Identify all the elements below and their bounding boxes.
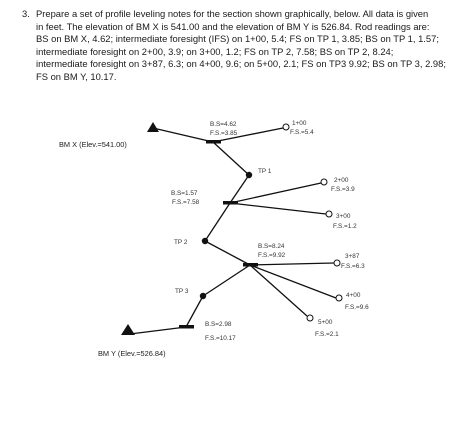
tp1-label: TP 1 xyxy=(258,168,272,175)
sight-line-bm-x xyxy=(153,128,213,142)
setup1-fs-label: F.S.=3.85 xyxy=(210,130,238,137)
setup3-fs-label: F.S.=9.92 xyxy=(258,252,286,259)
problem-line-4: intermediate foresight on 2+00, 3.9; on 3+00, 1.2; FS on TP 2, 7.58; BS on TP 2, 8.24; xyxy=(36,45,394,57)
station-100-label: 1+00 xyxy=(292,120,307,127)
sight-line-tp2-back xyxy=(205,241,250,265)
setup1-bs-label: B.S=4.62 xyxy=(210,121,237,128)
sight-line-200 xyxy=(230,183,321,203)
sight-line-300 xyxy=(230,203,326,214)
setup2-bs-label: B.S=1.57 xyxy=(171,190,198,197)
sight-line-500 xyxy=(250,265,307,316)
station-387-point xyxy=(334,260,340,266)
problem-line-2: in feet. The elevation of BM X is 541.00 and the elevation of BM Y is 526.84. Rod readings are: xyxy=(36,20,430,32)
tp2-label: TP 2 xyxy=(174,239,188,246)
station-387-fs-label: F.S.=6.3 xyxy=(341,263,365,270)
station-300-label: 3+00 xyxy=(336,213,351,220)
station-200-point xyxy=(321,179,327,185)
problem-line-5: intermediate foresight on 3+87, 6.3; on 4+00, 9.6; on 5+00, 2.1; FS on TP3 9.92; BS on TP 3, 2.98; xyxy=(36,58,446,70)
station-400-fs-label: F.S.=9.6 xyxy=(345,304,369,311)
bm-y-triangle-icon xyxy=(121,324,135,335)
bm-y-label: BM Y (Elev.=526.84) xyxy=(98,349,166,358)
tp3-point xyxy=(200,293,206,299)
problem-line-6: FS on BM Y, 10.17. xyxy=(36,70,117,82)
sight-line-387 xyxy=(250,263,334,265)
station-200-label: 2+00 xyxy=(334,177,349,184)
tp2-point xyxy=(202,238,208,244)
setup3-bs-label: B.S=8.24 xyxy=(258,243,285,250)
setup2-fs-label: F.S.=7.58 xyxy=(172,199,200,206)
tp1-point xyxy=(246,172,252,178)
setup4-fs-label: F.S.=10.17 xyxy=(205,335,236,342)
level-instrument-4 xyxy=(179,325,194,329)
level-instrument-3 xyxy=(243,263,258,267)
station-500-fs-label: F.S.=2.1 xyxy=(315,331,339,338)
station-100-fs-label: F.S.=5.4 xyxy=(290,129,314,136)
station-500-label: 5+00 xyxy=(318,319,333,326)
station-500-point xyxy=(307,315,313,321)
sight-line-tp3 xyxy=(203,265,250,296)
bm-x-triangle-icon xyxy=(147,122,159,132)
station-400-label: 4+00 xyxy=(346,292,361,299)
sight-line-tp2 xyxy=(205,203,230,241)
sight-line-bm-y xyxy=(130,327,186,334)
station-387-label: 3+87 xyxy=(345,253,360,260)
sight-line-400 xyxy=(250,265,336,298)
sight-line-tp3-back xyxy=(186,296,203,327)
station-100-point xyxy=(283,124,289,130)
station-400-point xyxy=(336,295,342,301)
problem-line-1: Prepare a set of profile leveling notes for the section shown graphically, below. All data is given xyxy=(36,8,429,19)
bm-x-label: BM X (Elev.=541.00) xyxy=(59,140,127,149)
tp3-label: TP 3 xyxy=(175,288,189,295)
sight-line-tp1 xyxy=(213,142,249,175)
problem-line-3: BS on BM X, 4.62; intermediate foresight (IFS) on 1+00, 5.4; FS on TP 1, 3.85; BS on TP 1, 1.57; xyxy=(36,33,439,45)
station-300-point xyxy=(326,211,332,217)
level-instrument-1 xyxy=(206,140,221,144)
setup4-bs-label: B.S=2.98 xyxy=(205,321,232,328)
station-200-fs-label: F.S.=3.9 xyxy=(331,186,355,193)
level-instrument-2 xyxy=(223,201,238,205)
problem-number: 3. xyxy=(22,8,30,19)
station-300-fs-label: F.S.=1.2 xyxy=(333,223,357,230)
